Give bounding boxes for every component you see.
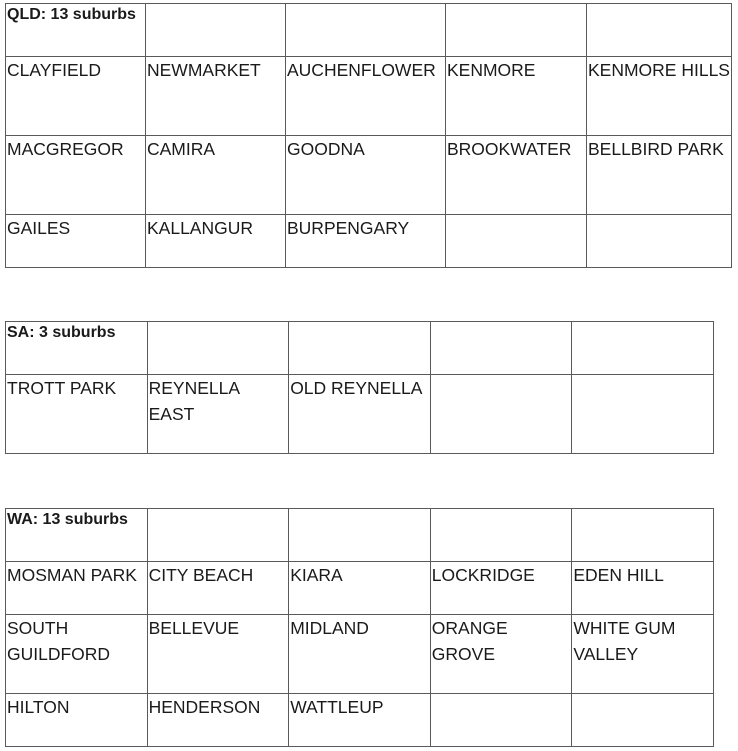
suburb-cell xyxy=(446,215,587,268)
sa-heading: SA: 3 suburbs xyxy=(6,322,148,375)
table-row xyxy=(6,562,714,615)
empty-cell xyxy=(286,4,446,57)
wa-heading: WA: 13 suburbs xyxy=(6,509,148,562)
suburb-cell xyxy=(572,375,714,454)
suburb-cell: MACGREGOR xyxy=(6,136,146,215)
suburb-cell: SOUTH GUILDFORD xyxy=(6,615,148,694)
empty-cell xyxy=(446,4,587,57)
suburb-cell: ORANGE GROVE xyxy=(430,615,572,694)
suburb-cell: WHITE GUM VALLEY xyxy=(572,615,714,694)
empty-cell xyxy=(289,509,431,562)
table-header-row xyxy=(6,509,714,562)
empty-cell xyxy=(147,322,289,375)
suburb-cell xyxy=(587,215,732,268)
suburb-cell: MIDLAND xyxy=(289,615,431,694)
table-header-row xyxy=(6,4,732,57)
suburb-cell xyxy=(430,694,572,747)
suburb-cell: NEWMARKET xyxy=(146,57,286,136)
suburb-cell: KALLANGUR xyxy=(146,215,286,268)
table-row xyxy=(6,136,732,215)
suburb-cell: OLD REYNELLA xyxy=(289,375,431,454)
suburb-cell: KENMORE xyxy=(446,57,587,136)
suburb-cell: BELLEVUE xyxy=(147,615,289,694)
qld-suburbs-table xyxy=(5,3,732,268)
suburb-cell: MOSMAN PARK xyxy=(6,562,148,615)
suburb-cell: KENMORE HILLS xyxy=(587,57,732,136)
suburb-cell: KIARA xyxy=(289,562,431,615)
suburb-cell xyxy=(430,375,572,454)
suburb-cell: BROOKWATER xyxy=(446,136,587,215)
suburb-cell: CLAYFIELD xyxy=(6,57,146,136)
suburb-cell: BURPENGARY xyxy=(286,215,446,268)
table-row xyxy=(6,375,714,454)
suburb-cell: CAMIRA xyxy=(146,136,286,215)
suburb-cell: REYNELLA EAST xyxy=(147,375,289,454)
suburb-cell: GAILES xyxy=(6,215,146,268)
empty-cell xyxy=(430,509,572,562)
empty-cell xyxy=(572,322,714,375)
empty-cell xyxy=(147,509,289,562)
wa-suburbs-table xyxy=(5,508,714,747)
suburb-cell: AUCHENFLOWER xyxy=(286,57,446,136)
empty-cell xyxy=(146,4,286,57)
qld-heading: QLD: 13 suburbs xyxy=(6,4,146,57)
suburb-cell: LOCKRIDGE xyxy=(430,562,572,615)
suburb-cell xyxy=(572,694,714,747)
suburb-cell: WATTLEUP xyxy=(289,694,431,747)
empty-cell xyxy=(430,322,572,375)
table-row xyxy=(6,215,732,268)
suburb-cell: EDEN HILL xyxy=(572,562,714,615)
empty-cell xyxy=(289,322,431,375)
empty-cell xyxy=(572,509,714,562)
table-row xyxy=(6,615,714,694)
suburb-cell: TROTT PARK xyxy=(6,375,148,454)
sa-suburbs-table xyxy=(5,321,714,454)
empty-cell xyxy=(587,4,732,57)
suburb-cell: CITY BEACH xyxy=(147,562,289,615)
suburb-cell: HILTON xyxy=(6,694,148,747)
table-header-row xyxy=(6,322,714,375)
suburb-cell: GOODNA xyxy=(286,136,446,215)
suburb-cell: BELLBIRD PARK xyxy=(587,136,732,215)
suburb-cell: HENDERSON xyxy=(147,694,289,747)
table-row xyxy=(6,694,714,747)
table-row xyxy=(6,57,732,136)
